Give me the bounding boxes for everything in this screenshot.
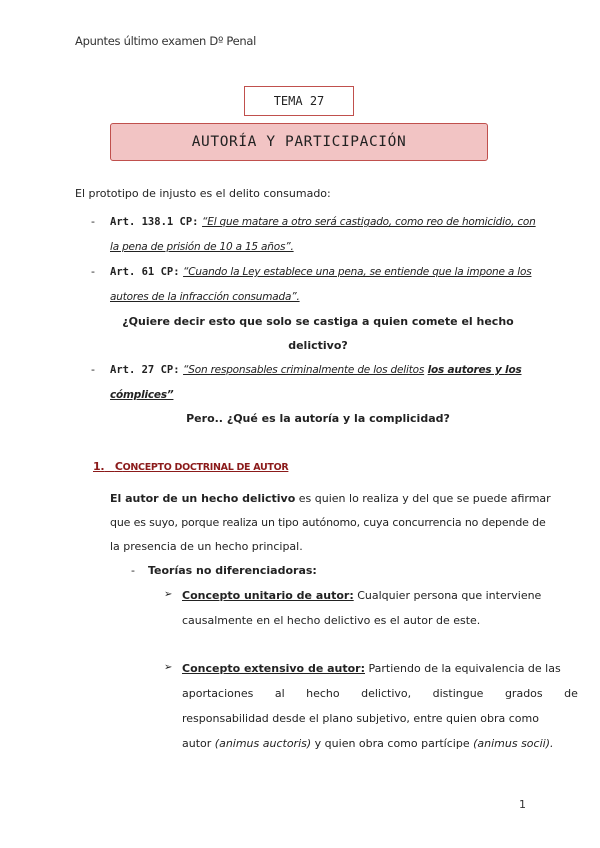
article-1-line1 <box>110 215 536 228</box>
section-1-para-line1 <box>110 492 551 505</box>
page-number: 1 <box>519 798 526 811</box>
article-3-dash: - <box>91 363 95 376</box>
unitario-line1-rest: Cualquier persona que interviene <box>357 589 542 602</box>
chapter-title: AUTORÍA Y PARTICIPACIÓN <box>110 123 488 161</box>
item-2-line4-a: autor <box>182 737 212 750</box>
section-1-heading <box>93 460 288 473</box>
article-3-line2 <box>110 388 173 401</box>
item-2-line3: responsabilidad desde el plano subjetivo, entre quien obra como <box>182 712 539 725</box>
article-1-dash: - <box>91 215 95 228</box>
article-3-quote-line2: cómplices” <box>110 389 174 401</box>
section-1-number: 1. <box>93 460 105 473</box>
extensivo-term: Concepto extensivo de autor: <box>182 662 365 675</box>
section-1-para-line3: la presencia de un hecho principal. <box>110 540 303 553</box>
intro-text: El prototipo de injusto es el delito consumado: <box>75 187 331 200</box>
sub-dash: - <box>131 564 135 577</box>
running-header: Apuntes último examen Dº Penal <box>75 34 257 48</box>
animus-socii: (animus socii). <box>473 737 554 750</box>
question-1-line1: ¿Quiere decir esto que solo se castiga a quien comete el hecho <box>122 315 514 328</box>
article-2-line1 <box>110 265 531 278</box>
item-2-line4-c: y quien obra como partícipe <box>314 737 470 750</box>
article-3-quote-bold: los autores y los <box>427 364 522 376</box>
item-2-line2: aportaciones al hecho delictivo, distingue grados de <box>182 687 578 700</box>
section-1-para-line2: que es suyo, porque realiza un tipo autónomo, cuya concurrencia no depende de <box>110 516 546 529</box>
article-2-dash: - <box>91 265 95 278</box>
article-1-quote-line1: “El que matare a otro será castigado, como reo de homicidio, con <box>202 216 536 228</box>
arrow-icon: ➢ <box>164 589 173 600</box>
tema-label: TEMA 27 <box>244 86 354 116</box>
article-2-quote-line1: “Cuando la Ley establece una pena, se entiende que la impone a los <box>183 266 532 278</box>
section-1-title-rest: ONCEPTO DOCTRINAL DE AUTOR <box>122 462 289 473</box>
question-2: Pero.. ¿Qué es la autoría y la complicidad? <box>186 412 450 425</box>
article-2-quote-line2: autores de la infracción consumada”. <box>110 291 300 303</box>
unitario-term: Concepto unitario de autor: <box>182 589 354 602</box>
item-2-line1 <box>182 662 561 675</box>
article-1-ref: Art. 138.1 CP: <box>110 216 199 228</box>
article-1-line2 <box>110 240 294 253</box>
article-3-line1 <box>110 363 522 376</box>
item-1-line2: causalmente en el hecho delictivo es el autor de este. <box>182 614 481 627</box>
item-2-line4 <box>182 737 553 750</box>
article-3-quote-line1: “Son responsables criminalmente de los delitos <box>183 364 425 376</box>
question-1-line2: delictivo? <box>288 339 348 352</box>
animus-auctoris: (animus auctoris) <box>214 737 312 750</box>
arrow-icon: ➢ <box>164 662 173 673</box>
author-definition-term: El autor de un hecho delictivo <box>110 492 296 505</box>
section-1-title-first: C <box>114 460 123 473</box>
author-definition-rest: es quien lo realiza y del que se puede afirmar <box>298 492 551 505</box>
extensivo-line1-rest: Partiendo de la equivalencia de las <box>368 662 561 675</box>
article-3-ref: Art. 27 CP: <box>110 364 180 376</box>
article-2-line2 <box>110 290 300 303</box>
theories-subheading: Teorías no diferenciadoras: <box>148 564 317 577</box>
article-1-quote-line2: la pena de prisión de 10 a 15 años”. <box>110 241 294 253</box>
item-1-line1 <box>182 589 541 602</box>
article-2-ref: Art. 61 CP: <box>110 266 180 278</box>
